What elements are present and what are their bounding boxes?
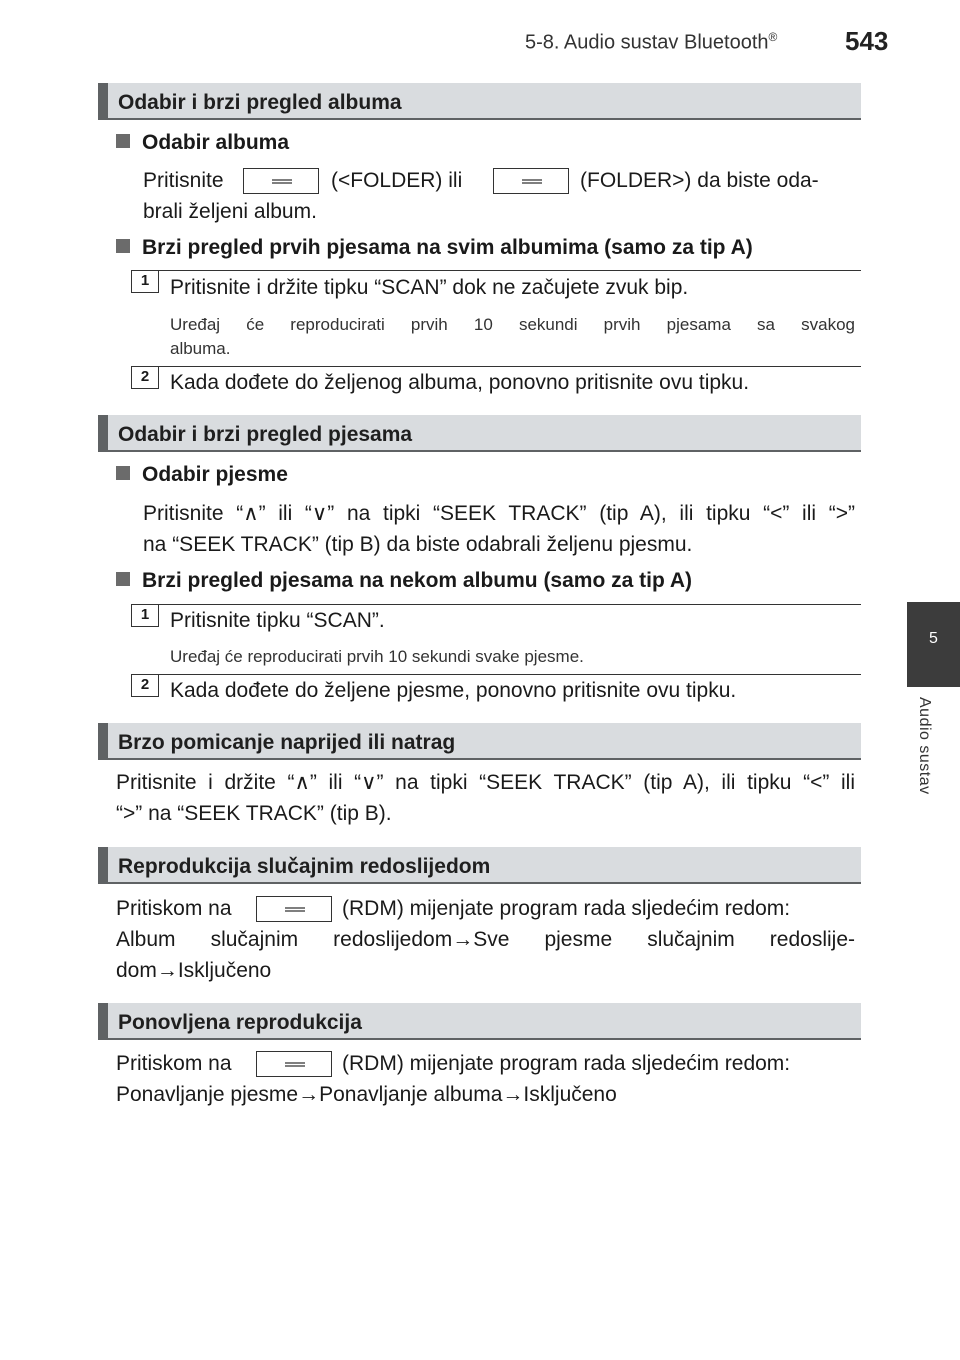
step-note: albuma.: [170, 339, 231, 358]
section-heading-album: Odabir i brzi pregled albuma: [98, 83, 861, 120]
rdm-button-icon: [256, 896, 332, 922]
step-number-badge: 2: [131, 366, 159, 389]
step-note: Uređaj će reproducirati prvih 10 sekundi prvih pjesama sa svakog: [170, 315, 855, 334]
paragraph-text: Pritisnite “∧” ili “∨” na tipki “SEEK TRACK” (tip A), ili tipku “<” ili “>”: [143, 502, 855, 525]
step-number-badge: 2: [131, 674, 159, 697]
chapter-tab-label: Audio sustav: [916, 697, 933, 795]
step-text: Kada dođete do željenog albuma, ponovno pritisnite ovu tipku.: [170, 371, 750, 394]
paragraph-text: (<FOLDER) ili: [331, 169, 463, 192]
paragraph-text: “>” na “SEEK TRACK” (tip B).: [116, 802, 392, 825]
chapter-tab-number: 5: [929, 630, 938, 647]
subheading-track-select: Odabir pjesme: [116, 463, 288, 487]
paragraph-text: Pritiskom na: [116, 897, 232, 920]
section-heading-tracks: Odabir i brzi pregled pjesama: [98, 415, 861, 452]
paragraph-text: Pritisnite i držite “∧” ili “∨” na tipki “SEEK TRACK” (tip A), ili tipku “<” ili: [116, 771, 855, 794]
folder-forward-button-icon: [493, 168, 569, 194]
chapter-title: 5-8. Audio sustav Bluetooth®: [525, 30, 778, 54]
step-number-badge: 1: [131, 604, 159, 627]
paragraph-text: brali željeni album.: [143, 200, 317, 223]
subheading-track-scan: Brzi pregled pjesama na nekom albumu (samo za tip A): [116, 569, 692, 593]
section-heading-seek: Brzo pomicanje naprijed ili natrag: [98, 723, 861, 760]
step-note: Uređaj će reproducirati prvih 10 sekundi svake pjesme.: [170, 647, 584, 666]
page-number: 543: [845, 26, 889, 56]
paragraph-text: (RDM) mijenjate program rada sljedećim redom:: [342, 897, 791, 920]
step-text: Pritisnite i držite tipku “SCAN” dok ne začujete zvuk bip.: [170, 276, 689, 299]
paragraph-text: Pritiskom na: [116, 1052, 232, 1075]
paragraph-text: Pritisnite: [143, 169, 224, 192]
section-heading-random: Reprodukcija slučajnim redoslijedom: [98, 847, 861, 884]
paragraph-text: dom→Isključeno: [116, 959, 272, 982]
step-divider: [159, 270, 861, 271]
step-text: Pritisnite tipku “SCAN”.: [170, 609, 385, 632]
paragraph-text: Ponavljanje pjesme→Ponavljanje albuma→Isključeno: [116, 1083, 617, 1106]
subheading-album-select: Odabir albuma: [116, 131, 289, 155]
paragraph-text: na “SEEK TRACK” (tip B) da biste odabrali željenu pjesmu.: [143, 533, 693, 556]
paragraph-text: (FOLDER>) da biste oda-: [580, 169, 819, 192]
step-text: Kada dođete do željene pjesme, ponovno pritisnite ovu tipku.: [170, 679, 737, 702]
paragraph-text: (RDM) mijenjate program rada sljedećim redom:: [342, 1052, 791, 1075]
rpt-button-icon: [256, 1051, 332, 1077]
section-heading-repeat: Ponovljena reprodukcija: [98, 1003, 861, 1040]
folder-back-button-icon: [243, 168, 319, 194]
step-number-badge: 1: [131, 270, 159, 293]
subheading-album-scan: Brzi pregled prvih pjesama na svim albumima (samo za tip A): [116, 236, 753, 260]
chapter-tab: [907, 602, 960, 687]
paragraph-text: Album slučajnim redoslijedom→Sve pjesme slučajnim redoslije-: [116, 928, 855, 951]
